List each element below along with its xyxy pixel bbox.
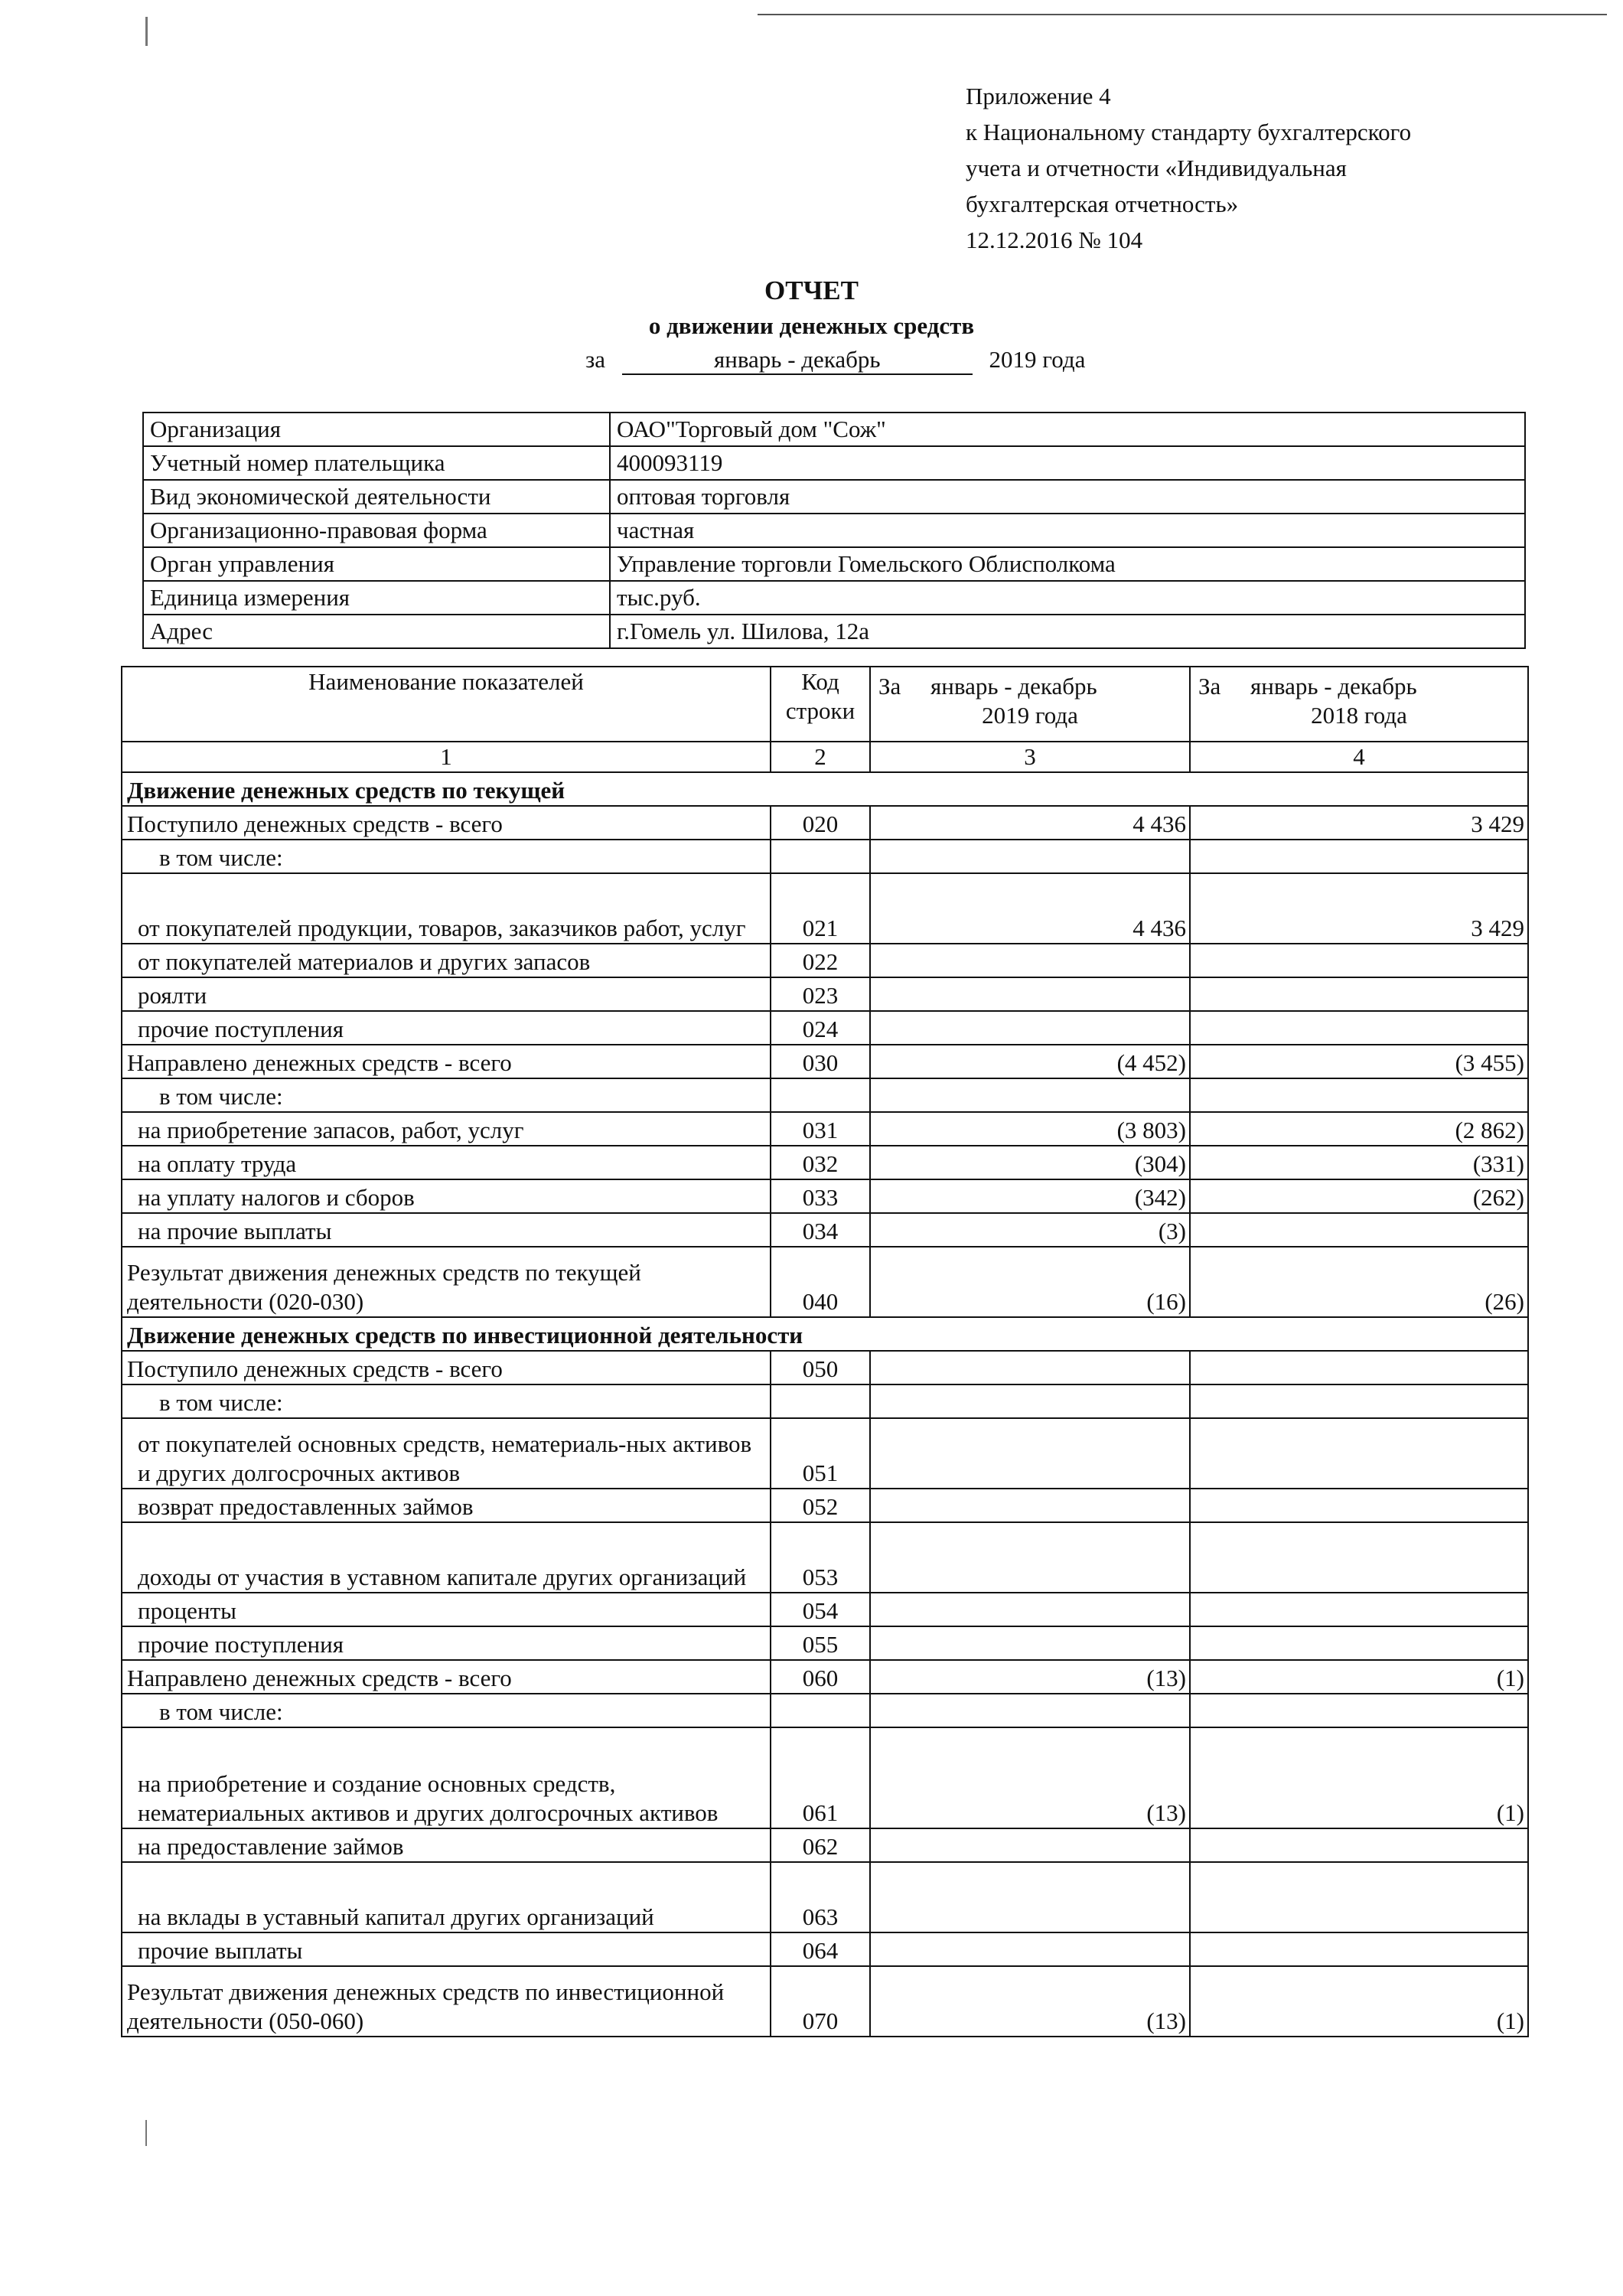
- info-value: тыс.руб.: [610, 581, 1525, 615]
- value-2019: [870, 1522, 1190, 1593]
- column-number: 3: [870, 742, 1190, 772]
- table-row: [122, 1828, 1528, 1862]
- value-2018: 3 429: [1190, 873, 1528, 944]
- header-prefix: За: [878, 673, 901, 700]
- value-2019: [870, 1384, 1190, 1418]
- row-code: 070: [771, 1966, 870, 2037]
- value-2019: [870, 1828, 1190, 1862]
- row-code: 064: [771, 1932, 870, 1966]
- value-2018: [1190, 1932, 1528, 1966]
- table-row: [122, 1045, 1528, 1078]
- info-label: Вид экономической деятельности: [143, 480, 610, 514]
- table-header-row: [122, 667, 1528, 742]
- cash-flow-table: [121, 666, 1529, 2037]
- row-code: 033: [771, 1179, 870, 1213]
- value-2018: (1): [1190, 1966, 1528, 2037]
- header-prefix: За: [1198, 673, 1221, 700]
- period-suffix: 2019 года: [989, 346, 1086, 373]
- indicator-name: от покупателей материалов и других запасов: [122, 944, 771, 977]
- value-2019: (304): [870, 1146, 1190, 1179]
- info-row: [143, 581, 1525, 615]
- indicator-name: в том числе:: [122, 1384, 771, 1418]
- value-2019: [870, 1626, 1190, 1660]
- info-value: ОАО"Торговый дом "Сож": [610, 413, 1525, 446]
- scan-edge-line: [758, 14, 1607, 15]
- table-row: [122, 1011, 1528, 1045]
- table-row: [122, 1418, 1528, 1489]
- info-value: оптовая торговля: [610, 480, 1525, 514]
- header-range: январь - декабрь: [930, 673, 1097, 700]
- value-2019: [870, 1489, 1190, 1522]
- value-2019: [870, 944, 1190, 977]
- row-code: 052: [771, 1489, 870, 1522]
- value-2018: (331): [1190, 1146, 1528, 1179]
- indicator-name: на приобретение запасов, работ, услуг: [122, 1112, 771, 1146]
- value-2019: (13): [870, 1966, 1190, 2037]
- indicator-name: возврат предоставленных займов: [122, 1489, 771, 1522]
- table-row: [122, 1247, 1528, 1317]
- value-2018: (1): [1190, 1727, 1528, 1828]
- column-number: 1: [122, 742, 771, 772]
- period-prefix: за: [585, 346, 606, 373]
- info-row: [143, 615, 1525, 648]
- table-row: [122, 873, 1528, 944]
- table-row: [122, 1593, 1528, 1626]
- appendix-line: Приложение 4: [966, 83, 1111, 109]
- indicator-name: в том числе:: [122, 840, 771, 873]
- row-code: 062: [771, 1828, 870, 1862]
- value-2019: [870, 1694, 1190, 1727]
- info-value: 400093119: [610, 446, 1525, 480]
- value-2018: [1190, 977, 1528, 1011]
- table-row: [122, 1384, 1528, 1418]
- appendix-line: к Национальному стандарту бухгалтерского: [966, 119, 1412, 145]
- row-code: 061: [771, 1727, 870, 1828]
- header-period-2019: [870, 667, 1190, 742]
- row-code: 050: [771, 1351, 870, 1384]
- table-row: [122, 1179, 1528, 1213]
- value-2018: [1190, 840, 1528, 873]
- table-row: [122, 1727, 1528, 1828]
- value-2019: (16): [870, 1247, 1190, 1317]
- table-row: [122, 1966, 1528, 2037]
- value-2018: (26): [1190, 1247, 1528, 1317]
- row-code: 034: [771, 1213, 870, 1247]
- value-2019: [870, 1593, 1190, 1626]
- row-code: [771, 1694, 870, 1727]
- info-row: [143, 547, 1525, 581]
- info-row: [143, 446, 1525, 480]
- table-row: [122, 1522, 1528, 1593]
- value-2018: [1190, 1489, 1528, 1522]
- value-2019: [870, 840, 1190, 873]
- row-code: 051: [771, 1418, 870, 1489]
- indicator-name: в том числе:: [122, 1078, 771, 1112]
- table-row: [122, 1112, 1528, 1146]
- value-2019: (4 452): [870, 1045, 1190, 1078]
- value-2019: [870, 1418, 1190, 1489]
- column-number: 2: [771, 742, 870, 772]
- indicator-name: на оплату труда: [122, 1146, 771, 1179]
- info-value: частная: [610, 514, 1525, 547]
- column-number: 4: [1190, 742, 1528, 772]
- header-year: 2019 года: [982, 702, 1078, 729]
- table-row: [122, 1660, 1528, 1694]
- indicator-name: на приобретение и создание основных средств, нематериальных активов и других долгосрочных активов: [122, 1727, 771, 1828]
- column-number-row: [122, 742, 1528, 772]
- header-year: 2018 года: [1311, 702, 1407, 729]
- info-label: Адрес: [143, 615, 610, 648]
- section-row: [122, 772, 1528, 806]
- value-2018: [1190, 1351, 1528, 1384]
- row-code: 023: [771, 977, 870, 1011]
- indicator-name: прочие поступления: [122, 1011, 771, 1045]
- indicator-name: Направлено денежных средств - всего: [122, 1045, 771, 1078]
- section-title: Движение денежных средств по текущей: [122, 772, 1528, 806]
- indicator-name: прочие выплаты: [122, 1932, 771, 1966]
- organization-info-table: [142, 412, 1526, 649]
- table-row: [122, 1146, 1528, 1179]
- table-row: [122, 1694, 1528, 1727]
- table-row: [122, 977, 1528, 1011]
- value-2019: [870, 1351, 1190, 1384]
- indicator-name: на прочие выплаты: [122, 1213, 771, 1247]
- info-row: [143, 413, 1525, 446]
- value-2019: [870, 1932, 1190, 1966]
- row-code: 030: [771, 1045, 870, 1078]
- value-2018: [1190, 1862, 1528, 1932]
- indicator-name: Направлено денежных средств - всего: [122, 1660, 771, 1694]
- period-range: январь - декабрь: [622, 346, 973, 375]
- indicator-name: в том числе:: [122, 1694, 771, 1727]
- value-2018: [1190, 1384, 1528, 1418]
- row-code: 032: [771, 1146, 870, 1179]
- row-code: 031: [771, 1112, 870, 1146]
- row-code: 021: [771, 873, 870, 944]
- header-range: январь - декабрь: [1250, 673, 1417, 700]
- indicator-name: Поступило денежных средств - всего: [122, 1351, 771, 1384]
- value-2019: (3): [870, 1213, 1190, 1247]
- value-2019: (13): [870, 1660, 1190, 1694]
- report-title: ОТЧЕТ: [764, 276, 859, 305]
- table-row: [122, 840, 1528, 873]
- indicator-name: проценты: [122, 1593, 771, 1626]
- row-code: 022: [771, 944, 870, 977]
- value-2019: 4 436: [870, 806, 1190, 840]
- header-period-2018: [1190, 667, 1528, 742]
- table-row: [122, 1351, 1528, 1384]
- value-2018: [1190, 1213, 1528, 1247]
- table-row: [122, 1213, 1528, 1247]
- indicator-name: роялти: [122, 977, 771, 1011]
- row-code: 054: [771, 1593, 870, 1626]
- value-2019: 4 436: [870, 873, 1190, 944]
- info-row: [143, 514, 1525, 547]
- row-code: 063: [771, 1862, 870, 1932]
- indicator-name: Результат движения денежных средств по текущей деятельности (020-030): [122, 1247, 771, 1317]
- indicator-name: прочие поступления: [122, 1626, 771, 1660]
- value-2018: [1190, 1828, 1528, 1862]
- value-2018: [1190, 1593, 1528, 1626]
- value-2018: (3 455): [1190, 1045, 1528, 1078]
- value-2018: (2 862): [1190, 1112, 1528, 1146]
- value-2018: 3 429: [1190, 806, 1528, 840]
- table-row: [122, 1078, 1528, 1112]
- info-value: г.Гомель ул. Шилова, 12а: [610, 615, 1525, 648]
- value-2018: [1190, 1626, 1528, 1660]
- info-row: [143, 480, 1525, 514]
- value-2018: [1190, 1694, 1528, 1727]
- value-2019: [870, 1862, 1190, 1932]
- appendix-note: [966, 78, 1411, 258]
- info-label: Учетный номер плательщика: [143, 446, 610, 480]
- value-2019: [870, 1078, 1190, 1112]
- value-2018: (262): [1190, 1179, 1528, 1213]
- indicator-name: на предоставление займов: [122, 1828, 771, 1862]
- indicator-name: на вклады в уставный капитал других организаций: [122, 1862, 771, 1932]
- value-2018: [1190, 1418, 1528, 1489]
- value-2019: [870, 977, 1190, 1011]
- row-code: 024: [771, 1011, 870, 1045]
- section-title: Движение денежных средств по инвестиционной деятельности: [122, 1317, 1528, 1351]
- value-2019: [870, 1011, 1190, 1045]
- table-row: [122, 1932, 1528, 1966]
- indicator-name: от покупателей продукции, товаров, заказчиков работ, услуг: [122, 873, 771, 944]
- value-2019: (3 803): [870, 1112, 1190, 1146]
- indicator-name: Результат движения денежных средств по инвестиционной деятельности (050-060): [122, 1966, 771, 2037]
- table-row: [122, 806, 1528, 840]
- value-2018: [1190, 1078, 1528, 1112]
- value-2018: [1190, 944, 1528, 977]
- row-code: 040: [771, 1247, 870, 1317]
- scan-mark: [145, 2120, 147, 2146]
- info-value: Управление торговли Гомельского Облисполкома: [610, 547, 1525, 581]
- row-code: 055: [771, 1626, 870, 1660]
- table-row: [122, 944, 1528, 977]
- row-code: 060: [771, 1660, 870, 1694]
- indicator-name: от покупателей основных средств, нематериаль-ных активов и других долгосрочных активов: [122, 1418, 771, 1489]
- table-row: [122, 1626, 1528, 1660]
- value-2019: (13): [870, 1727, 1190, 1828]
- report-subtitle: о движении денежных средств: [648, 312, 975, 339]
- info-label: Организация: [143, 413, 610, 446]
- indicator-name: на уплату налогов и сборов: [122, 1179, 771, 1213]
- scan-mark: [145, 17, 148, 46]
- report-period: [585, 346, 1085, 375]
- value-2018: [1190, 1522, 1528, 1593]
- appendix-line: бухгалтерская отчетность»: [966, 191, 1239, 217]
- row-code: [771, 1078, 870, 1112]
- indicator-name: Поступило денежных средств - всего: [122, 806, 771, 840]
- table-row: [122, 1862, 1528, 1932]
- appendix-line: учета и отчетности «Индивидуальная: [966, 155, 1347, 181]
- table-row: [122, 1489, 1528, 1522]
- indicator-name: доходы от участия в уставном капитале других организаций: [122, 1522, 771, 1593]
- row-code: 020: [771, 806, 870, 840]
- value-2019: (342): [870, 1179, 1190, 1213]
- info-label: Организационно-правовая форма: [143, 514, 610, 547]
- value-2018: (1): [1190, 1660, 1528, 1694]
- section-row: [122, 1317, 1528, 1351]
- row-code: [771, 840, 870, 873]
- value-2018: [1190, 1011, 1528, 1045]
- info-label: Единица измерения: [143, 581, 610, 615]
- appendix-line: 12.12.2016 № 104: [966, 227, 1143, 253]
- info-label: Орган управления: [143, 547, 610, 581]
- header-indicator-name: Наименование показателей: [122, 667, 771, 742]
- row-code: [771, 1384, 870, 1418]
- header-row-code: Код строки: [771, 667, 870, 742]
- row-code: 053: [771, 1522, 870, 1593]
